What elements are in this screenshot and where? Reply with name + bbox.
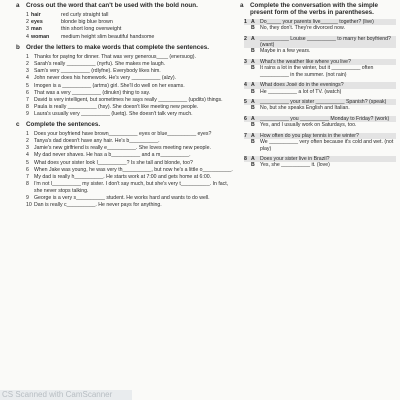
- item-number: 3: [26, 68, 29, 75]
- sentence-item: [26, 174, 234, 181]
- word-options: red curly straight tall: [61, 12, 109, 18]
- exercise-instruction: Cross out the word that can't be used with the bold noun.: [26, 2, 198, 9]
- sentence-text: David is very intelligent, but sometimes he says really __________ (updits) things.: [34, 96, 223, 103]
- item-number: 8: [26, 104, 29, 111]
- word-options: thin short long overweight: [61, 26, 122, 33]
- sentence-text: I'm not l__________ my sister. I don't say much, but she's very t__________. In fact, she never stops talking.: [34, 181, 229, 194]
- sentence-text: Dan is really c__________. He never pays for anything.: [34, 202, 162, 209]
- sentence-text: My dad never shaves. He has a b__________ and a m__________.: [34, 152, 191, 159]
- sentence-item: [26, 75, 234, 82]
- speaker-a-text: Do_____ your parents live______ together? (live): [260, 19, 374, 25]
- speaker-a-text: What does José do in the evenings?: [260, 82, 344, 89]
- speaker-b-line: [244, 89, 396, 95]
- item-number: 2: [26, 19, 29, 26]
- speaker-label: A: [251, 82, 255, 89]
- item-number: 1: [244, 19, 247, 25]
- speaker-b-text: We __________ very often because it's cold and wet. (not play): [260, 139, 394, 152]
- speaker-a-text: __________ you __________ Monday to Friday? (work): [260, 116, 390, 123]
- conversation-item: [244, 82, 396, 95]
- item-number: 6: [26, 166, 29, 173]
- speaker-a-line: [244, 36, 396, 49]
- item-number: 9: [26, 111, 29, 118]
- conversation-item: [244, 59, 396, 78]
- word-options: blonde big blue brown: [61, 19, 113, 26]
- sentence-item: [26, 61, 234, 68]
- speaker-label: B: [251, 105, 255, 112]
- exercise-letter: c: [16, 120, 20, 128]
- sentence-item: [26, 202, 234, 209]
- bold-noun: man: [31, 26, 42, 33]
- speaker-label: B: [251, 139, 255, 146]
- item-number-spacer: [244, 65, 251, 78]
- item-number: 1: [26, 130, 29, 137]
- sentence-item: [26, 152, 234, 159]
- item-number-spacer: [244, 122, 251, 128]
- sentence-item: [26, 54, 234, 61]
- speaker-label: A: [251, 116, 255, 123]
- sentence-text: Thanks for paying for dinner. That was very generous____ (enersuog).: [34, 53, 196, 60]
- item-number-spacer: [244, 105, 251, 111]
- sentence-item: [26, 83, 234, 90]
- sentence-item: [26, 167, 234, 174]
- speaker-label: A: [251, 132, 255, 139]
- item-number: 6: [244, 116, 247, 123]
- speaker-b-line: [244, 122, 396, 128]
- item-number: 1: [26, 12, 29, 18]
- item-number: 2: [26, 61, 29, 67]
- speaker-b-line: [244, 105, 396, 111]
- speaker-a-text: What's the weather like where you live?: [260, 59, 351, 66]
- item-number: 3: [244, 59, 247, 66]
- bold-noun: eyes: [31, 19, 43, 26]
- item-number: 9: [26, 195, 29, 201]
- bold-noun: woman: [31, 33, 50, 40]
- sentence-item: [26, 104, 234, 111]
- speaker-label: B: [251, 122, 255, 129]
- speaker-label: B: [251, 88, 255, 95]
- conversation-item: [244, 156, 396, 169]
- sentence-item: [26, 138, 234, 145]
- speaker-label: A: [251, 156, 255, 163]
- sentence-text: That was a very __________ (dinukn) thing to say.: [34, 89, 151, 96]
- item-number: 2: [244, 35, 247, 42]
- sentence-item: [26, 111, 234, 118]
- sentence-item: [26, 90, 234, 97]
- exercise-a: [16, 2, 234, 41]
- sentence-text: Laura's usually very __________ (luetq). She doesn't talk very much.: [34, 111, 193, 118]
- sentence-text: Imogen is a __________ (artms) girl. She'll do well on her exams.: [34, 82, 185, 89]
- item-number: 7: [244, 132, 247, 139]
- item-number: 7: [26, 174, 29, 181]
- speaker-b-text: No, but she speaks English and Italian.: [260, 105, 350, 112]
- speaker-a-text: How often do you play tennis in the winter?: [260, 132, 359, 139]
- left-column: [16, 2, 234, 209]
- sentence-text: Sarah's really __________ (nyrfu). She makes me laugh.: [34, 61, 166, 67]
- speaker-b-line: [244, 48, 396, 54]
- sentence-list: [26, 131, 234, 209]
- speaker-b-line: [244, 25, 396, 31]
- item-number: 7: [26, 96, 29, 103]
- exercise-c: [16, 121, 234, 209]
- grammar-exercise-a: [240, 2, 396, 169]
- item-number: 10: [26, 202, 32, 209]
- item-number: 5: [244, 99, 247, 106]
- exercise-letter: b: [16, 43, 20, 51]
- exercise-instruction: Complete the sentences.: [26, 120, 101, 128]
- item-number: 5: [26, 82, 29, 89]
- conversation-item: [244, 19, 396, 32]
- sentence-text: Jamie's new girlfriend is really e__________. She loves meeting new people.: [34, 145, 211, 152]
- speaker-label: B: [251, 162, 255, 169]
- item-number: 4: [26, 152, 29, 159]
- sentence-text: Sam's very __________ (rdlyfne). Everybody likes him.: [34, 68, 161, 75]
- word-row: [26, 12, 234, 19]
- word-row: [26, 34, 234, 41]
- speaker-a-text: __________ your sister __________ Spanish? (speak): [260, 99, 387, 106]
- speaker-b-text: Maybe in a few years.: [260, 48, 311, 55]
- sentence-list: [26, 54, 234, 118]
- speaker-b-text: No, they don't. They're divorced now.: [260, 25, 345, 32]
- speaker-label: B: [251, 48, 255, 55]
- sentence-item: [26, 97, 234, 104]
- speaker-b-line: [244, 162, 396, 168]
- right-column: [240, 2, 396, 173]
- speaker-b-text: Yes, she __________ it. (love): [260, 162, 330, 169]
- item-number: 4: [26, 75, 29, 82]
- sentence-item: [26, 195, 234, 202]
- item-number: 3: [26, 145, 29, 152]
- bold-noun: hair: [31, 12, 41, 18]
- sentence-text: Tanya's dad doesn't have any hair. He's b__________.: [34, 138, 160, 145]
- speaker-b-text: He __________ a lot of TV. (watch): [260, 88, 342, 95]
- sentence-text: Does your boyfriend have brown__________ eyes or blue__________ eyes?: [34, 130, 212, 137]
- speaker-label: B: [251, 65, 255, 72]
- speaker-label: A: [251, 19, 255, 25]
- item-number: 6: [26, 89, 29, 96]
- sentence-text: When Jake was young, he was very th__________, but now he's a little o__________.: [34, 166, 233, 173]
- exercise-letter: a: [240, 2, 244, 9]
- word-row: [26, 19, 234, 26]
- speaker-label: B: [251, 25, 255, 32]
- speaker-label: A: [251, 35, 255, 42]
- speaker-label: A: [251, 99, 255, 106]
- sentence-item: [26, 181, 234, 194]
- conversation-item: [244, 99, 396, 112]
- scanner-watermark: CS Scanned with CamScanner: [0, 390, 132, 400]
- item-number-spacer: [244, 89, 251, 95]
- sentence-text: George is a very s__________ student. He works hard and wants to do well.: [34, 195, 210, 201]
- speaker-b-line: [244, 65, 396, 78]
- sentence-text: John never does his homework. He's very __________ (alzy).: [34, 75, 176, 82]
- item-number-spacer: [244, 25, 251, 31]
- sentence-item: [26, 160, 234, 167]
- sentence-item: [26, 131, 234, 138]
- exercise-letter: a: [16, 2, 20, 9]
- item-number-spacer: [244, 48, 251, 54]
- speaker-b-text: Yes, and I usually work on Saturdays, too.: [260, 122, 357, 129]
- sentence-text: Paula is really __________ (hsy). She doesn't like meeting new people.: [34, 104, 199, 111]
- speaker-label: A: [251, 59, 255, 66]
- word-options: medium height slim beautiful handsome: [61, 33, 155, 40]
- conversation-item: [244, 116, 396, 129]
- word-row: [26, 26, 234, 33]
- item-number: 2: [26, 138, 29, 145]
- item-number: 8: [244, 156, 247, 163]
- item-number-spacer: [244, 162, 251, 168]
- exercise-b: [16, 44, 234, 118]
- item-number: 5: [26, 159, 29, 166]
- conversation-item: [244, 36, 396, 55]
- item-number: 4: [26, 33, 29, 40]
- item-number-spacer: [244, 139, 251, 152]
- speaker-a-text: __________ Louise __________ to marry her boyfriend? (want): [260, 35, 391, 49]
- sentence-text: My dad is really h__________. He starts work at 7:00 and gets home at 6:00.: [34, 174, 212, 181]
- item-number: 1: [26, 53, 29, 60]
- speaker-b-line: [244, 139, 396, 152]
- speaker-a-text: Does your sister live in Brazil?: [260, 156, 330, 163]
- sentence-item: [26, 145, 234, 152]
- sentence-item: [26, 68, 234, 75]
- exercise-instruction: Order the letters to make words that complete the sentences.: [26, 43, 210, 51]
- item-number: 4: [244, 82, 247, 89]
- speaker-b-text: It rains a lot in the winter, but it __________ often __________ in the summer. (not rain): [260, 65, 374, 78]
- conversation-list: [244, 19, 396, 169]
- word-list: [26, 12, 234, 41]
- item-number: 3: [26, 26, 29, 33]
- exercise-instruction: Complete the conversation with the simple present form of the verbs in parentheses.: [250, 2, 379, 16]
- conversation-item: [244, 133, 396, 152]
- sentence-text: What does your sister look l__________? Is she tall and blonde, too?: [34, 159, 193, 166]
- item-number: 8: [26, 181, 29, 188]
